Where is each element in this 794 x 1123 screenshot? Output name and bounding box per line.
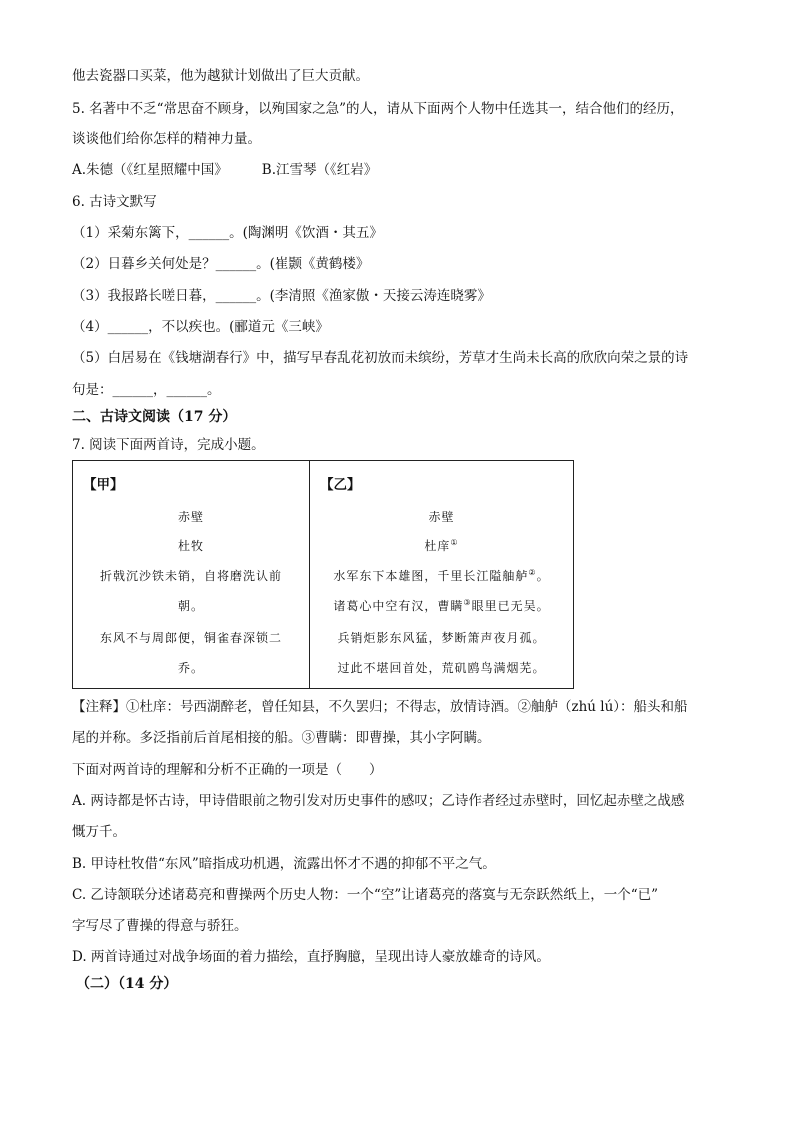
option-a-cont: 慨万千。 xyxy=(72,824,126,840)
poem-jia-line: 朝。 xyxy=(177,599,204,613)
poem-jia-label: 【甲】 xyxy=(83,477,124,493)
option-c-cont: 字写尽了曹操的得意与骄狂。 xyxy=(72,918,248,934)
recite-item-1: （1）采菊东篱下，______。(陶渊明《饮酒・其五》 xyxy=(72,225,383,241)
footnote-marker: ① xyxy=(450,538,459,547)
poem-yi-author: 杜庠① xyxy=(424,538,459,553)
poem-yi-line: 过此不堪回首处，荒矶鸥鸟满烟芜。 xyxy=(337,661,546,675)
option-b: B.江雪琴（《红岩》 xyxy=(261,162,378,178)
recite-item-5: （5）白居易在《钱塘湖春行》中，描写早春乱花初放而未缤纷，芳草才生尚未长高的欣欣向荣之景的诗 xyxy=(72,350,689,366)
poem-yi-line: 水军东下本雄图，千里长江隘舳舻②。 xyxy=(333,568,550,583)
poem-jia-line: 折戟沉沙铁未销，自将磨洗认前 xyxy=(99,569,282,583)
section-heading: 二、古诗文阅读（17 分） xyxy=(72,409,237,425)
poem-jia-author: 杜牧 xyxy=(177,539,204,553)
annotation: 尾的并称。多泛指前后首尾相接的船。③曹瞒：即曹操，其小字阿瞒。 xyxy=(72,730,491,746)
recite-item-2: （2）日暮乡关何处是？______。(崔颢《黄鹤楼》 xyxy=(72,256,370,272)
poem-yi-line: 诸葛心中空有汉，曹瞒③眼里已无吴。 xyxy=(333,598,550,613)
poem-jia-cell xyxy=(73,461,309,688)
footnote-marker: ② xyxy=(528,568,537,577)
poem-table xyxy=(72,460,574,689)
option-a: A.朱德（《红星照耀中国》 xyxy=(72,162,228,178)
question-5: 5. 名著中不乏“常思奋不顾身，以殉国家之急”的人，请从下面两个人物中任选其一，结合他们的经历， xyxy=(72,101,684,117)
section-heading: （二）（14 分） xyxy=(76,976,178,992)
poem-yi-label: 【乙】 xyxy=(320,477,361,493)
poem-yi-title: 赤壁 xyxy=(428,510,455,524)
poem-jia-line: 东风不与周郎便，铜雀春深锁二 xyxy=(99,631,282,645)
poem-yi-cell xyxy=(310,461,573,688)
option-d: D. 两首诗通过对战争场面的着力描绘，直抒胸臆，呈现出诗人豪放雄奇的诗风。 xyxy=(72,949,550,965)
question-6: 6. 古诗文默写 xyxy=(72,194,157,210)
option-c: C. 乙诗颔联分述诸葛亮和曹操两个历史人物：一个“空”让诸葛亮的落寞与无奈跃然纸上，一个“已” xyxy=(72,887,659,903)
recite-item-4: （4）______，不以疾也。(郦道元《三峡》 xyxy=(72,319,329,335)
footnote-marker: ③ xyxy=(463,598,472,607)
poem-yi-line: 兵销炬影东风猛，梦断箫声夜月孤。 xyxy=(337,631,546,645)
question-5-options xyxy=(72,161,377,179)
annotation: 【注释】①杜庠：号西湖醉老，曾任知县，不久罢归；不得志，放情诗酒。②舳舻（zhú lú）：船头和船 xyxy=(72,699,688,715)
option-a: A. 两诗都是怀古诗，甲诗借眼前之物引发对历史事件的感叹；乙诗作者经过赤壁时，回忆起赤壁之战感 xyxy=(72,793,685,809)
question-7: 7. 阅读下面两首诗，完成小题。 xyxy=(72,437,265,453)
recite-item-3: （3）我报路长嗟日暮，______。(李清照《渔家傲・天接云涛连晓雾》 xyxy=(72,288,491,304)
poem-jia-line: 乔。 xyxy=(177,661,204,675)
text-line: 他去瓷器口买菜，他为越狱计划做出了巨大贡献。 xyxy=(72,68,369,84)
option-b: B. 甲诗杜牧借“东风”暗指成功机遇，流露出怀才不遇的抑郁不平之气。 xyxy=(72,856,496,872)
text-line: 句是：______，______。 xyxy=(72,382,221,398)
question-stem: 下面对两首诗的理解和分析不正确的一项是（ ） xyxy=(72,762,383,778)
text-line: 谈谈他们给你怎样的精神力量。 xyxy=(72,131,261,147)
poem-jia-title: 赤壁 xyxy=(177,510,204,524)
